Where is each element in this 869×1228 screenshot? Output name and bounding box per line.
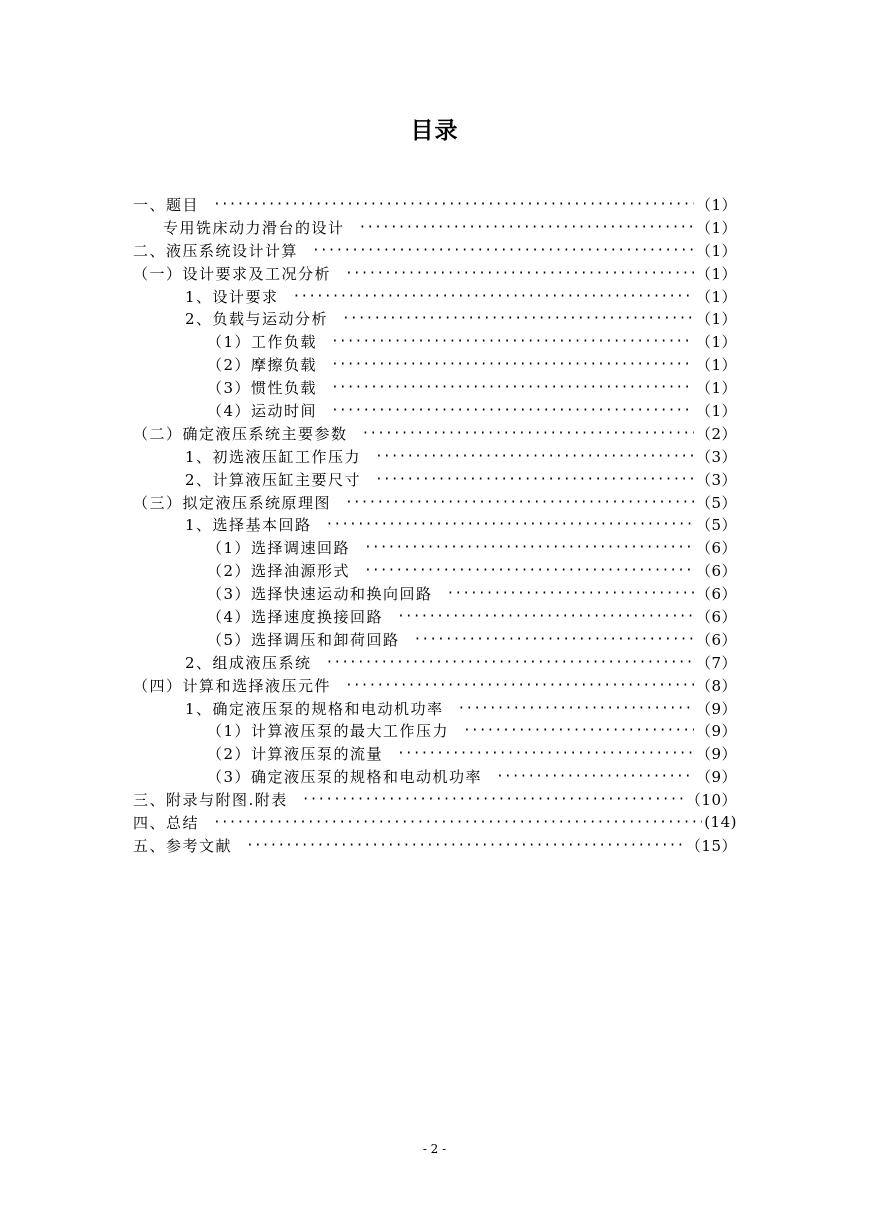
toc-entry-label: 四、总结 [133, 813, 200, 832]
dot-leader [342, 311, 694, 326]
toc-entry-page: （3） [695, 470, 737, 489]
toc-entry-label: 1、确定液压泵的规格和电动机功率 [185, 699, 444, 718]
dot-leader [331, 334, 694, 349]
toc-entry[interactable] [133, 239, 737, 262]
toc-entry[interactable] [133, 788, 737, 811]
dot-leader [375, 472, 694, 487]
toc-entry-page: (14) [704, 813, 737, 832]
toc-entry-label: 2、计算液压缸主要尺寸 [185, 470, 362, 489]
toc-entry-page: （9） [695, 768, 737, 787]
dot-leader [397, 609, 694, 624]
toc-entry-page: （9） [695, 745, 737, 764]
dot-leader [362, 426, 694, 441]
toc-entry-page: （7） [695, 653, 737, 672]
dot-leader [496, 769, 694, 784]
toc-entry-label: （2）计算液压泵的流量 [207, 745, 384, 764]
toc-entry-page: （6） [695, 585, 737, 604]
toc-entry-page: （1） [695, 310, 737, 329]
toc-entry-label: 三、附录与附图.附表 [133, 791, 288, 810]
toc-entry-page: （3） [695, 447, 737, 466]
toc-entry-label: 五、参考文献 [133, 836, 233, 855]
page-title: 目录 [410, 118, 459, 144]
toc-entry-page: （9） [695, 699, 737, 718]
toc-entry-label: （2）摩擦负载 [207, 356, 318, 375]
dot-leader [345, 266, 694, 281]
toc-entry-label: 2、组成液压系统 [185, 653, 312, 672]
toc-entry-label: （5）选择调压和卸荷回路 [207, 630, 400, 649]
toc-entry[interactable] [133, 376, 737, 399]
toc-entry[interactable] [133, 285, 737, 308]
dot-leader [359, 220, 694, 235]
toc-entry-label: （2）选择油源形式 [207, 562, 351, 581]
toc-entry-label: （4）选择速度换接回路 [207, 607, 384, 626]
toc-entry-label: （4）运动时间 [207, 401, 318, 420]
toc-entry-label: （1）工作负载 [207, 333, 318, 352]
toc-entry-page: （1） [695, 218, 737, 237]
toc-entry-page: （1） [695, 333, 737, 352]
toc-entry-page: （10） [685, 791, 737, 810]
dot-leader [331, 403, 694, 418]
toc-entry-label: 1、设计要求 [185, 287, 279, 306]
dot-leader [326, 655, 694, 670]
dot-leader [414, 632, 694, 647]
toc-entry-label: （3）惯性负载 [207, 379, 318, 398]
toc-entry-page: （1） [695, 195, 737, 214]
toc-entry-page: （15） [685, 836, 737, 855]
toc-entry[interactable] [133, 193, 737, 216]
toc-entry[interactable] [133, 811, 737, 834]
dot-leader [447, 586, 694, 601]
dot-leader [312, 243, 694, 258]
toc-entry-label: （1）计算液压泵的最大工作压力 [207, 722, 450, 741]
toc-entry-label: （三）拟定液压系统原理图 [133, 493, 332, 512]
toc-entry[interactable] [133, 697, 737, 720]
toc-entry-page: （1） [695, 379, 737, 398]
dot-leader [375, 449, 694, 464]
toc-entry[interactable] [133, 605, 737, 628]
toc-entry[interactable] [133, 628, 737, 651]
dot-leader [364, 540, 694, 555]
toc-entry[interactable] [133, 468, 737, 491]
toc-entry[interactable] [133, 491, 737, 514]
toc-entry-page: （6） [695, 539, 737, 558]
dot-leader [345, 678, 694, 693]
toc-entry[interactable] [133, 399, 737, 422]
toc-entry[interactable] [133, 834, 737, 857]
toc-entry-label: （一）设计要求及工况分析 [133, 264, 332, 283]
toc-entry-label: （3）确定液压泵的规格和电动机功率 [207, 768, 483, 787]
toc-entry-label: （二）确定液压系统主要参数 [133, 424, 348, 443]
dot-leader [302, 792, 684, 807]
dot-leader [345, 495, 694, 510]
toc-entry-page: （5） [695, 516, 737, 535]
toc-entry-label: （四）计算和选择液压元件 [133, 676, 332, 695]
toc-entry-page: （1） [695, 241, 737, 260]
dot-leader [213, 197, 694, 212]
dot-leader [463, 723, 694, 738]
toc-entry[interactable] [133, 536, 737, 559]
toc-entry[interactable] [133, 422, 737, 445]
toc-entry[interactable] [133, 330, 737, 353]
toc-entry[interactable] [133, 559, 737, 582]
toc-entry-page: （1） [695, 356, 737, 375]
toc-entry[interactable] [133, 353, 737, 376]
toc-entry-label: 1、选择基本回路 [185, 516, 312, 535]
toc-entry-page: （6） [695, 607, 737, 626]
toc-entry[interactable] [133, 742, 737, 765]
toc-entry[interactable] [133, 307, 737, 330]
toc-entry-page: （1） [695, 287, 737, 306]
toc-entry-page: （8） [695, 676, 737, 695]
toc-entry-page: （9） [695, 722, 737, 741]
toc-entry[interactable] [133, 445, 737, 468]
dot-leader [326, 517, 694, 532]
toc-entry-page: （6） [695, 562, 737, 581]
toc-entry-page: （5） [695, 493, 737, 512]
dot-leader [331, 357, 694, 372]
toc-entry-page: （1） [695, 401, 737, 420]
toc-entry[interactable] [133, 582, 737, 605]
page-number: - 2 - [422, 1142, 447, 1156]
toc-entry[interactable] [133, 513, 737, 536]
toc-entry-page: （6） [695, 630, 737, 649]
toc-entry[interactable] [133, 262, 737, 285]
dot-leader [397, 746, 694, 761]
dot-leader [293, 289, 694, 304]
table-of-contents [133, 193, 737, 857]
dot-leader [213, 815, 702, 830]
dot-leader [364, 563, 694, 578]
toc-entry-label: 专用铣床动力滑台的设计 [163, 218, 345, 237]
toc-entry-label: 2、负载与运动分析 [185, 310, 329, 329]
toc-entry-label: （1）选择调速回路 [207, 539, 351, 558]
toc-entry-label: （3）选择快速运动和换向回路 [207, 585, 433, 604]
toc-entry[interactable] [133, 674, 737, 697]
dot-leader [246, 838, 684, 853]
dot-leader [331, 380, 694, 395]
toc-entry[interactable] [133, 719, 737, 742]
toc-entry-page: （1） [695, 264, 737, 283]
toc-entry[interactable] [133, 765, 737, 788]
toc-entry[interactable] [133, 651, 737, 674]
toc-entry[interactable] [133, 216, 737, 239]
toc-entry-label: 一、题目 [133, 195, 200, 214]
toc-entry-label: 二、液压系统设计计算 [133, 241, 299, 260]
dot-leader [458, 701, 694, 716]
toc-entry-page: （2） [695, 424, 737, 443]
toc-entry-label: 1、初选液压缸工作压力 [185, 447, 362, 466]
